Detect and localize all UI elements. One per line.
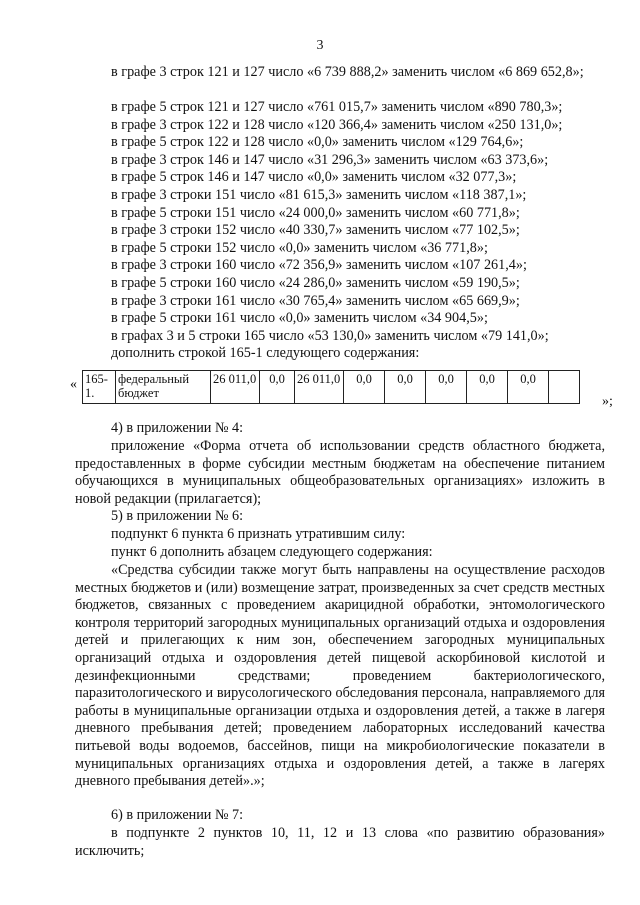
table-open-quote: « bbox=[70, 377, 77, 392]
section6-heading: 6) в приложении № 7: bbox=[111, 807, 244, 823]
section4-heading: 4) в приложении № 4: bbox=[111, 420, 244, 436]
amendment-line: в графе 3 строки 160 число «72 356,9» заменить числом «107 261,4»; bbox=[111, 257, 527, 274]
amendment-line: в графе 3 строки 151 число «81 615,3» заменить числом «118 387,1»; bbox=[111, 187, 527, 203]
cell-empty bbox=[549, 371, 580, 404]
cell-value: 26 011,0 bbox=[295, 371, 344, 404]
amendment-line: в графе 5 строки 161 число «0,0» заменить числом «34 904,5»; bbox=[111, 310, 488, 327]
cell-value: 0,0 bbox=[426, 371, 467, 404]
cell-value: 0,0 bbox=[260, 371, 295, 404]
section4-text: приложение «Форма отчета об использовании средств областного бюджета, предоставленных в форме субсидии местным бюджетам на обеспечение питанием обучающихся в муниципальных общеобразовательных организациях» изложить в новой редакции (прилагается); bbox=[75, 438, 605, 507]
cell-row-number: 165-1. bbox=[83, 371, 116, 404]
cell-value: 0,0 bbox=[467, 371, 508, 404]
amendment-line: в графе 5 строки 160 число «24 286,0» заменить числом «59 190,5»; bbox=[111, 275, 520, 291]
amendment-line: в графе 5 строки 152 число «0,0» заменить числом «36 771,8»; bbox=[111, 239, 488, 256]
section5-quote: «Средства субсидии также могут быть направлены на осуществление расходов местных бюджетов и (или) возмещение затрат, произведенных за счет средств местных бюджетов, связанных с проведением акарицидной обработки, энтомологического контроля территорий загородных муниципальных организаций отдыха и оздоровления детей и прилегающих к ним зон, обеспечением загородных муниципальных организаций отдыха и оздоровления детей пищевой аскорбиновой кислотой и дезинфекционными средствами; проведением бактериологического, паразитологического и вирусологического обследования персонала, направляемого для работы в муниципальные организации отдыха и оздоровления детей, а также в лагеря дневного пребывания детей; проведением лабораторных исследований качества питьевой воды водоемов, бассейнов, пищи на микробиологические показатели в муниципальных организациях отдыха и оздоровления детей, а также в лагерях дневного пребывания детей».»; bbox=[75, 562, 605, 790]
table-row bbox=[83, 371, 580, 404]
section5-heading: 5) в приложении № 6: bbox=[111, 508, 244, 524]
amendment-line: в графах 3 и 5 строки 165 число «53 130,0» заменить числом «79 141,0»; bbox=[111, 327, 549, 344]
section5-line2: пункт 6 дополнить абзацем следующего содержания: bbox=[111, 544, 433, 560]
cell-value: 0,0 bbox=[344, 371, 385, 404]
amendment-line: дополнить строкой 165-1 следующего содержания: bbox=[111, 345, 420, 362]
cell-value: 26 011,0 bbox=[211, 371, 260, 404]
amendment-line: в графе 3 строк 122 и 128 число «120 366,4» заменить числом «250 131,0»; bbox=[111, 116, 563, 133]
amendment-line: в графе 5 строки 151 число «24 000,0» заменить числом «60 771,8»; bbox=[111, 204, 520, 221]
amendment-line: в графе 3 строк 146 и 147 число «31 296,3» заменить числом «63 373,6»; bbox=[111, 151, 549, 168]
section5-line1: подпункт 6 пункта 6 признать утратившим силу: bbox=[111, 526, 406, 542]
inserted-row-table bbox=[82, 370, 580, 404]
amendment-line: в графе 3 строки 161 число «30 765,4» заменить числом «65 669,9»; bbox=[111, 292, 520, 309]
amendment-line: в графе 5 строк 146 и 147 число «0,0» заменить числом «32 077,3»; bbox=[111, 169, 517, 186]
section6-text: в подпункте 2 пунктов 10, 11, 12 и 13 слова «по развитию образования» исключить; bbox=[75, 825, 605, 859]
amendment-line: в графе 5 строк 122 и 128 число «0,0» заменить числом «129 764,6»; bbox=[111, 134, 524, 151]
cell-value: 0,0 bbox=[385, 371, 426, 404]
amendment-line: в графе 5 строк 121 и 127 число «761 015,7» заменить числом «890 780,3»; bbox=[111, 99, 563, 115]
page-number: 3 bbox=[316, 38, 324, 53]
intro-paragraph: в графе 3 строк 121 и 127 число «6 739 888,2» заменить числом «6 869 652,8»; bbox=[111, 64, 584, 80]
amendment-line: в графе 3 строки 152 число «40 330,7» заменить числом «77 102,5»; bbox=[111, 222, 520, 239]
table-close-quote: »; bbox=[602, 394, 613, 409]
cell-budget-name: федеральный бюджет bbox=[116, 371, 211, 404]
cell-value: 0,0 bbox=[508, 371, 549, 404]
